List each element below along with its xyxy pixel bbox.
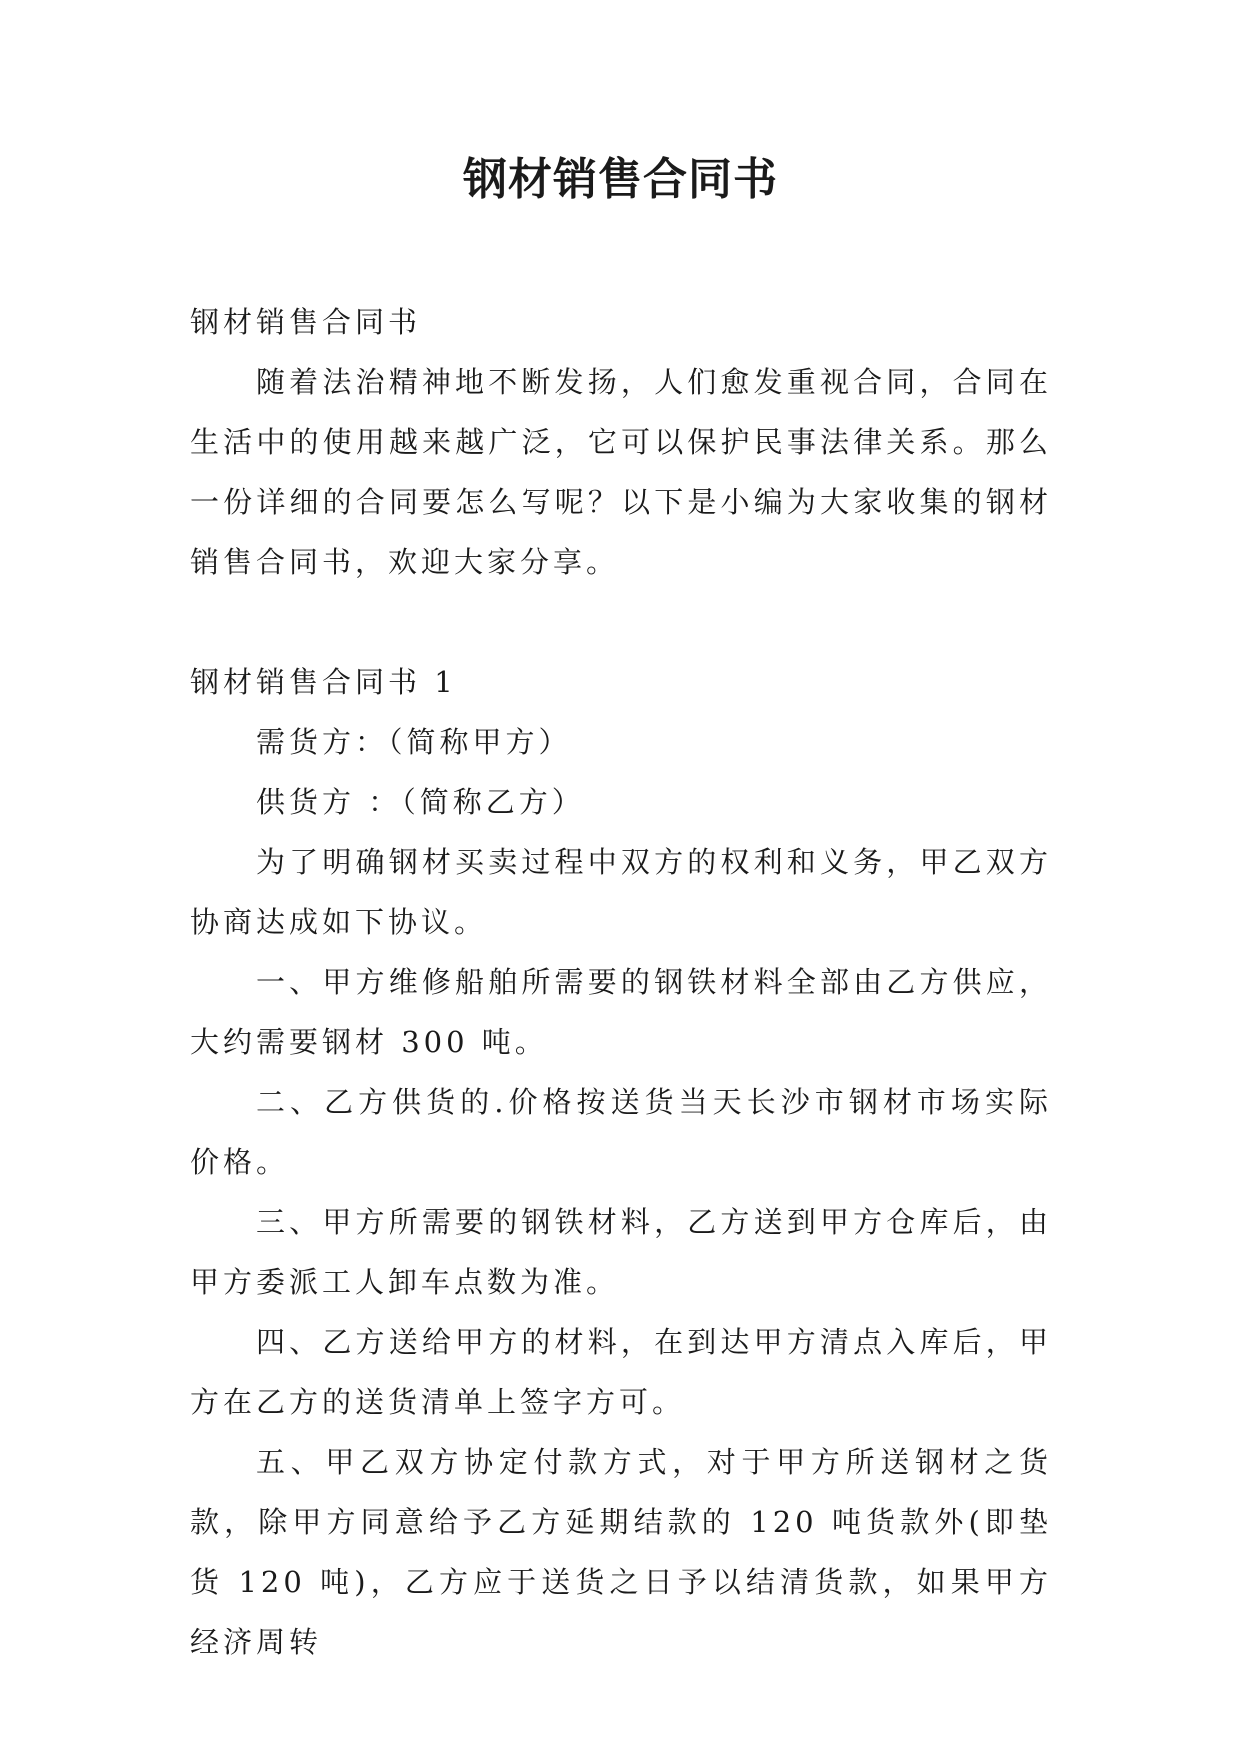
supplier-line: 供货方 ：（简称乙方） [256,785,585,819]
preamble-paragraph: 为了明确钢材买卖过程中双方的权利和义务，甲乙双方协商达成如下协议。 [190,845,1052,939]
intro-paragraph: 随着法治精神地不断发扬，人们愈发重视合同，合同在生活中的使用越来越广泛，它可以保护民事法律关系。那么一份详细的合同要怎么写呢？以下是小编为大家收集的钢材销售合同书，欢迎大家分享。 [190,365,1052,579]
contract-heading: 钢材销售合同书 1 [190,665,457,699]
clause-4: 四、乙方送给甲方的材料，在到达甲方清点入库后，甲方在乙方的送货清单上签字方可。 [190,1325,1052,1419]
document-title: 钢材销售合同书 [463,154,778,205]
clause-2: 二、乙方供货的.价格按送货当天长沙市钢材市场实际价格。 [190,1085,1052,1179]
subtitle-line: 钢材销售合同书 [190,305,422,339]
document-body [190,292,1052,1672]
buyer-line: 需货方：（简称甲方） [256,725,572,759]
clause-3: 三、甲方所需要的钢铁材料，乙方送到甲方仓库后，由甲方委派工人卸车点数为准。 [190,1205,1052,1299]
clause-5: 五、甲乙双方协定付款方式，对于甲方所送钢材之货款，除甲方同意给予乙方延期结款的 120 吨货款外(即垫货 120 吨)，乙方应于送货之日予以结清货款，如果甲方经济周转 [190,1445,1052,1659]
paragraph-gap [190,592,1052,652]
clause-1: 一、甲方维修船舶所需要的钢铁材料全部由乙方供应，大约需要钢材 300 吨。 [190,965,1052,1059]
